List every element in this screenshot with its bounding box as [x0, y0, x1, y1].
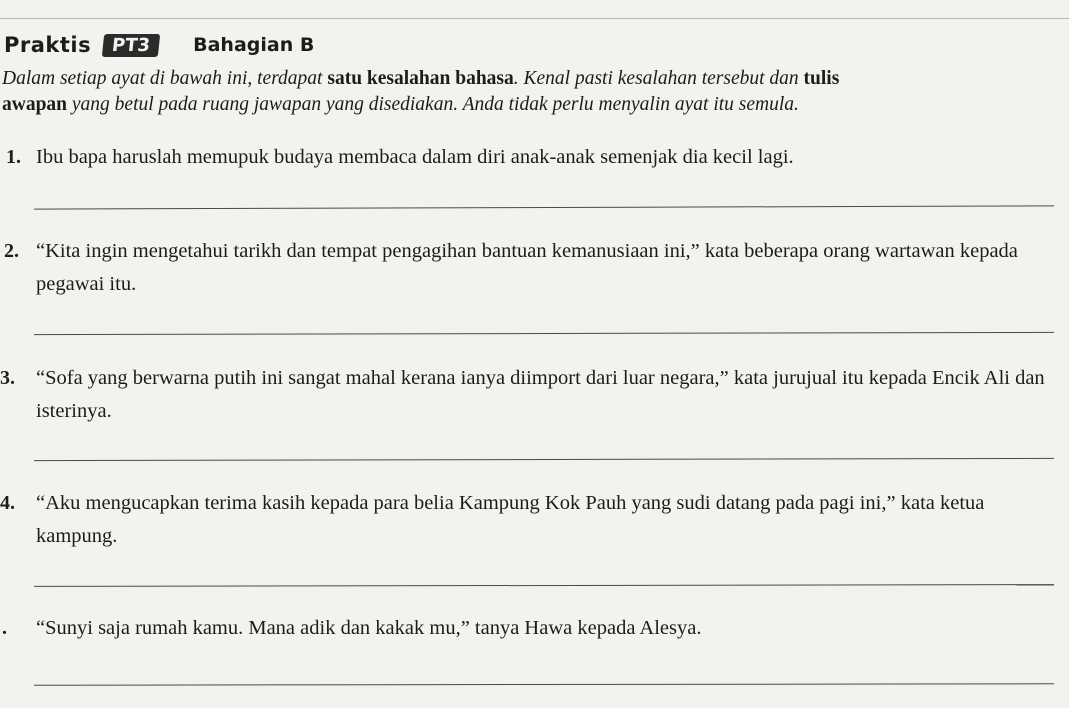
top-divider	[0, 18, 1069, 19]
section-header	[4, 30, 314, 60]
pt3-badge: PT3	[102, 34, 160, 57]
question-5-number: .	[2, 617, 7, 639]
question-4-text: “Aku mengucapkan terima kasih kepada para belia Kampung Kok Pauh yang sudi datang pada pagi ini,” kata ketua kampung.	[36, 492, 985, 547]
question-2-number: 2.	[4, 240, 19, 262]
answer-line-2[interactable]	[34, 332, 1054, 335]
answer-line-5[interactable]	[34, 683, 1054, 685]
question-1-text: Ibu bapa haruslah memupuk budaya membaca dalam diri anak-anak semenjak dia kecil lagi.	[36, 146, 794, 168]
instructions	[2, 66, 1064, 118]
question-1-number: 1.	[6, 146, 21, 168]
praktis-label: Praktis	[4, 33, 92, 57]
question-3-text: “Sofa yang berwarna putih ini sangat mahal kerana ianya diimport dari luar negara,” kata jurujual itu kepada Encik Ali dan isterinya.	[36, 367, 1045, 422]
question-2-text: “Kita ingin mengetahui tarikh dan tempat pengagihan bantuan kemanusiaan ini,” kata beberapa orang wartawan kepada pegawai itu.	[36, 240, 1018, 295]
question-4-number: 4.	[0, 492, 15, 514]
answer-line-3[interactable]	[34, 458, 1054, 461]
answer-line-4[interactable]	[34, 584, 1054, 587]
section-title: Bahagian B	[193, 34, 315, 56]
question-5-text: “Sunyi saja rumah kamu. Mana adik dan kakak mu,” tanya Hawa kepada Alesya.	[36, 617, 702, 639]
instructions-line-1: Dalam setiap ayat di bawah ini, terdapat satu kesalahan bahasa. Kenal pasti kesalahan tersebut dan tulis	[2, 68, 840, 89]
instructions-line-2: awapan yang betul pada ruang jawapan yang disediakan. Anda tidak perlu menyalin ayat itu semula.	[2, 94, 799, 115]
answer-line-1[interactable]	[34, 205, 1054, 209]
question-3-number: 3.	[0, 367, 15, 389]
